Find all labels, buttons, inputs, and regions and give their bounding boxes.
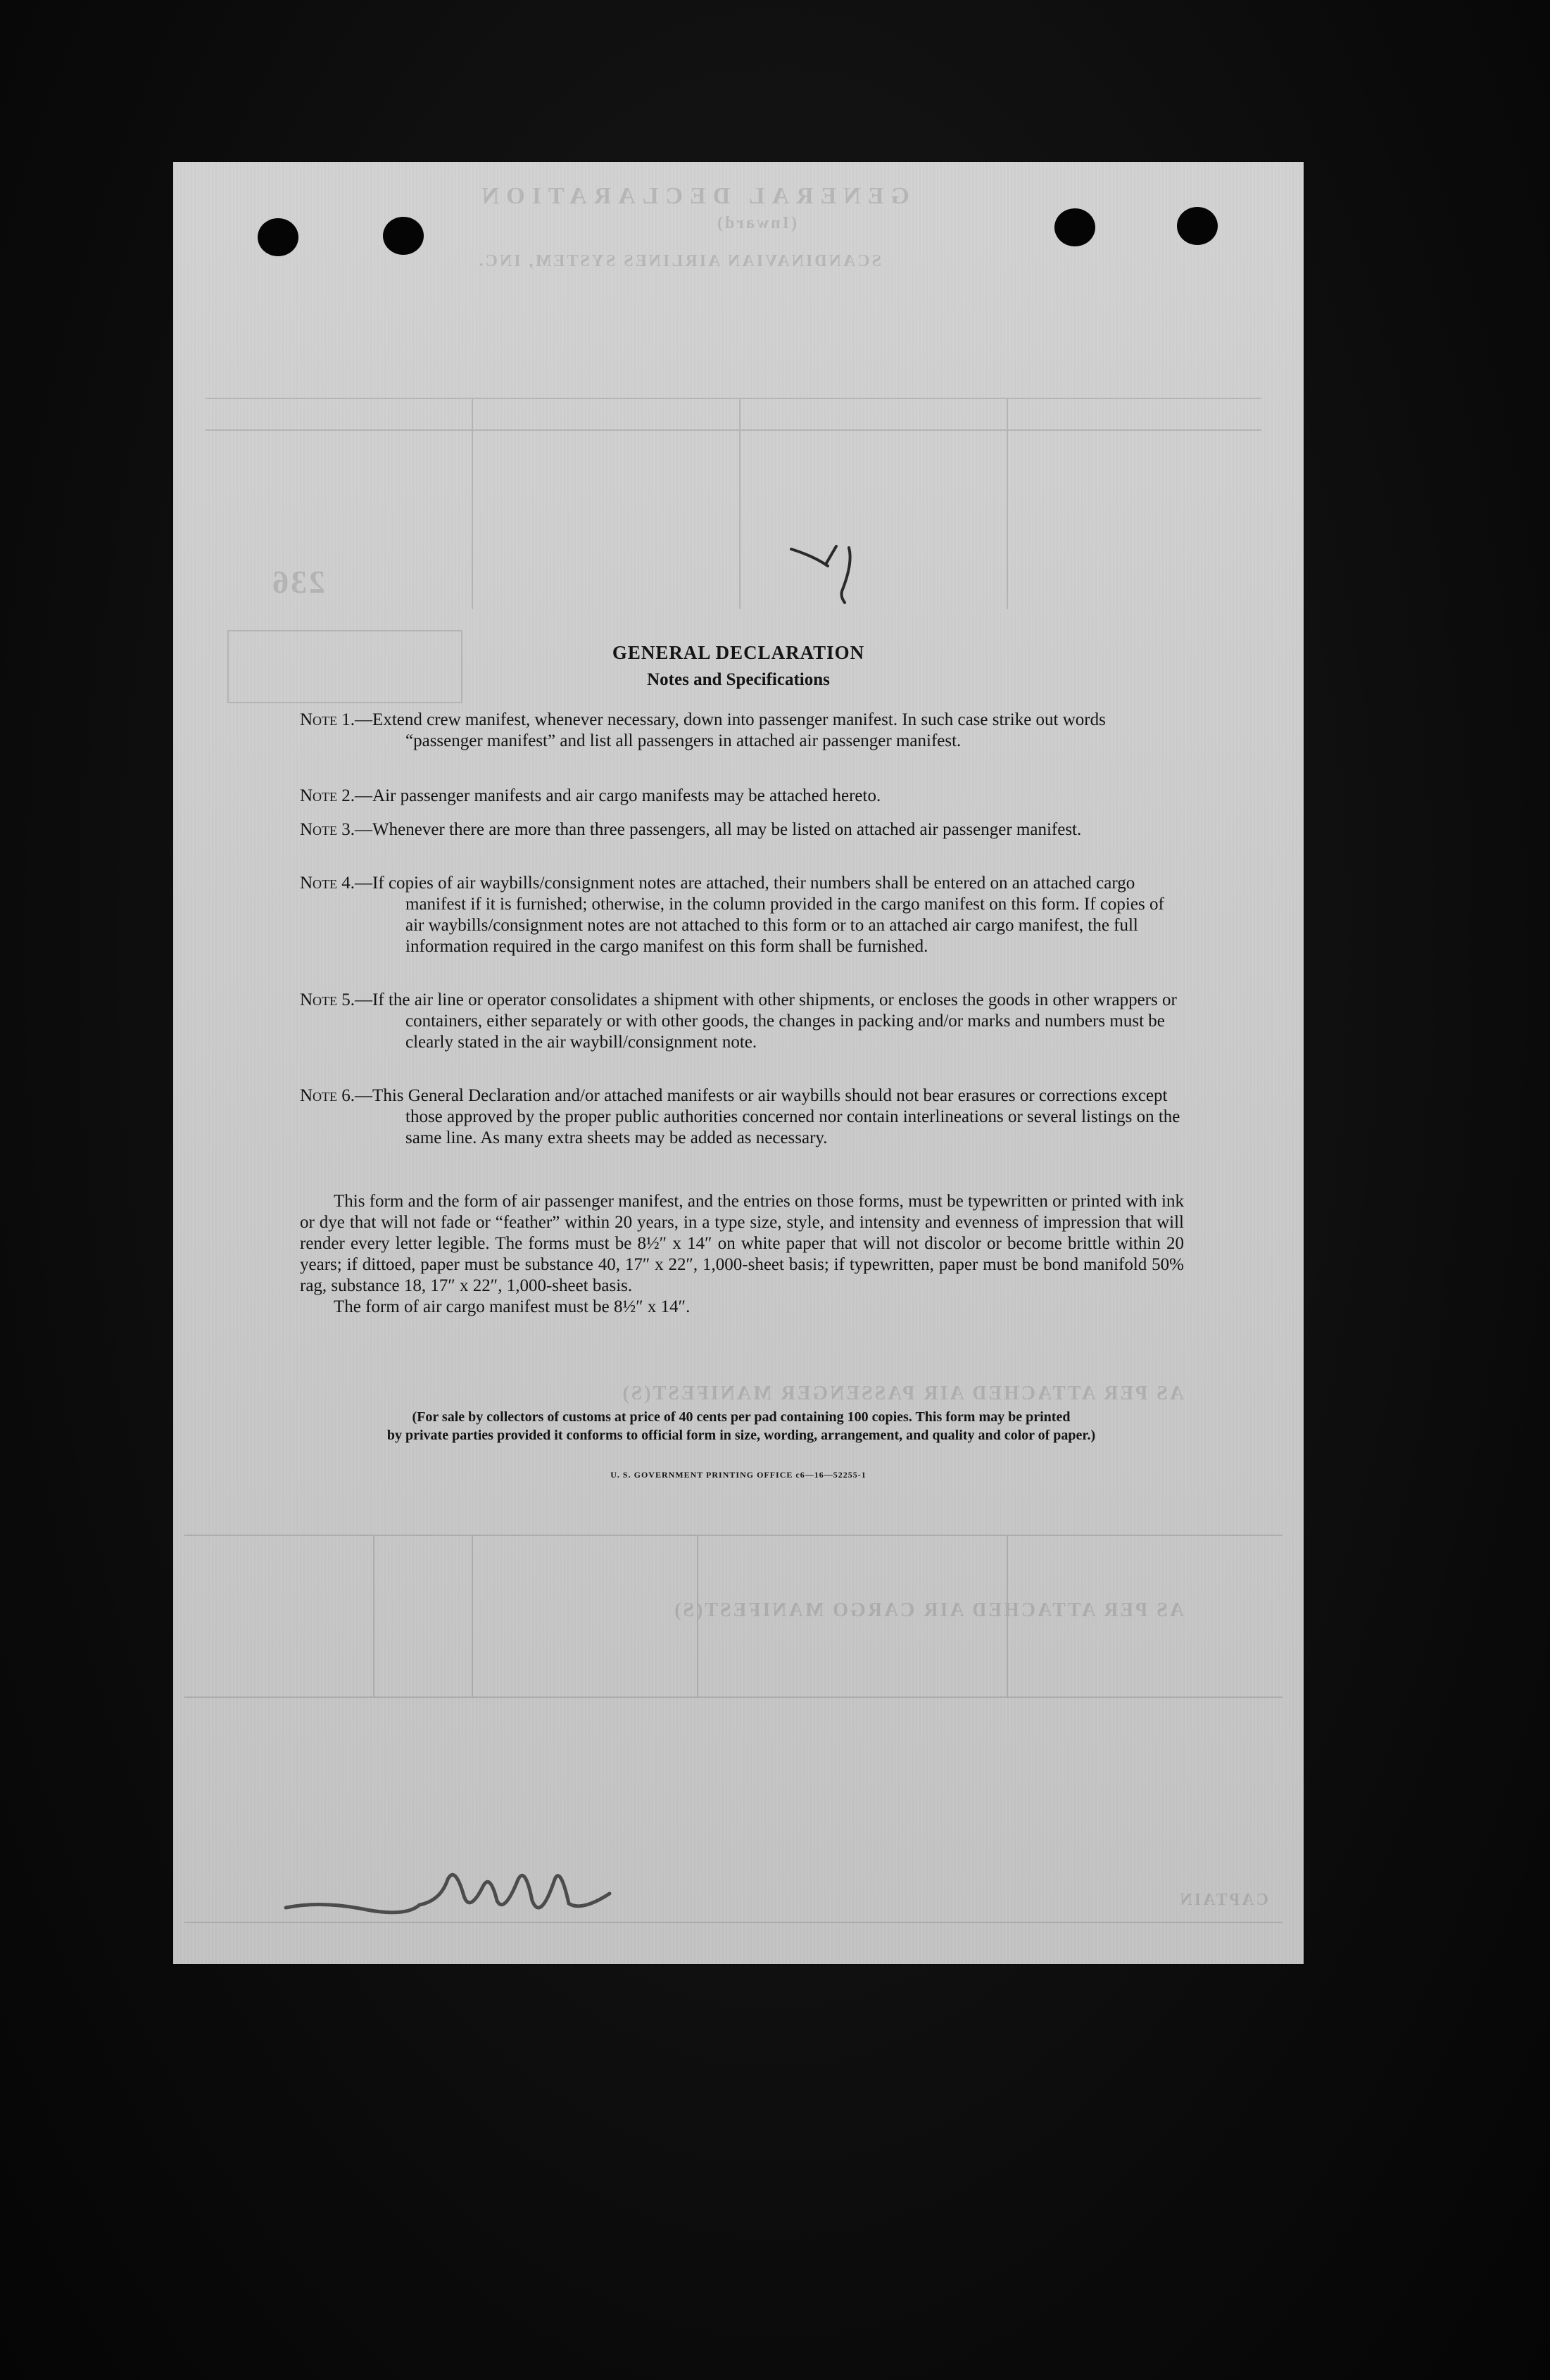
note-label: Note 5.: [300, 990, 355, 1009]
note-text: —If the air line or operator consolidates a shipment with other shipments, or encloses the goods in other wrappers or containers, either separately or with other goods, the changes in packing and/or marks and numbers must be clearly stated in the air waybill/consignment note.: [355, 990, 1177, 1052]
printer-imprint: U. S. GOVERNMENT PRINTING OFFICE c6—16—52255-1: [610, 1470, 867, 1480]
note-text: —Air passenger manifests and air cargo manifests may be attached hereto.: [355, 786, 881, 805]
sale-note: [297, 1408, 1185, 1444]
sale-note-line-2: by private parties provided it conforms to official form in size, wording, arrangement, and quality and color of paper.): [386, 1428, 1096, 1443]
page-subtitle: Notes and Specifications: [647, 670, 830, 689]
sale-note-line-1: (For sale by collectors of customs at price of 40 cents per pad containing 100 copies. This form may be printed: [412, 1409, 1071, 1425]
note-text: —Extend crew manifest, whenever necessary, down into passenger manifest. In such case strike out words “passenger manifest” and list all passengers in attached air passenger manifest.: [355, 710, 1106, 750]
bleed-airline: SCANDINAVIAN AIRLINES SYSTEM, INC.: [477, 252, 881, 270]
note-text: —Whenever there are more than three passengers, all may be listed on attached air passenger manifest.: [355, 820, 1082, 839]
note-2: [300, 786, 1184, 807]
cargo-manifest-size: The form of air cargo manifest must be 8½″ x 14″.: [334, 1297, 691, 1316]
document-page: [173, 162, 1304, 1964]
note-label: Note 1.: [300, 710, 355, 729]
note-5: [300, 990, 1184, 1053]
note-3: [300, 819, 1184, 840]
bleed-header-sub: (Inward): [714, 214, 797, 232]
handwritten-check-mark: [786, 542, 877, 605]
note-label: Note 4.: [300, 874, 355, 893]
note-label: Note 2.: [300, 786, 355, 805]
specification-text: This form and the form of air passenger manifest, and the entries on those forms, must be typewritten or printed with ink or dye that will not fade or “feather” within 20 years, in a type size, style, and intensity and evenness of impression that will render every letter legible. The forms must be 8½″ x 14″ on white paper that will not discolor or become brittle within 20 years; if dittoed, paper must be substance 40, 17″ x 22″, 1,000-sheet basis; if typewritten, paper must be bond manifold 50% rag, substance 18, 17″ x 22″, 1,000-sheet basis.: [300, 1192, 1184, 1295]
note-label: Note 3.: [300, 820, 355, 839]
note-1: [300, 710, 1184, 752]
note-4: [300, 873, 1184, 957]
signature-scribble: [279, 1851, 673, 1936]
note-text: —This General Declaration and/or attached manifests or air waybills should not bear erasures or corrections except those approved by the proper public authorities concerned nor contain interlineations or several listings on the same line. As many extra sheets may be added as necessary.: [355, 1086, 1180, 1147]
bleed-cargo-stamp: AS PER ATTACHED AIR CARGO MANIFEST(S): [672, 1599, 1184, 1621]
notes-content: [173, 162, 1304, 1964]
bleed-passenger-stamp: AS PER ATTACHED AIR PASSENGER MANIFEST(S): [620, 1383, 1184, 1404]
bleed-captain: CAPTAIN: [1178, 1891, 1268, 1909]
specification-paragraph: [300, 1191, 1184, 1318]
note-text: —If copies of air waybills/consignment notes are attached, their numbers shall be entered on an attached cargo manifest if it is furnished; otherwise, in the column provided in the cargo manifest on this form. If copies of air waybills/consignment notes are not attached to this form or to an attached air cargo manifest, the full information required in the cargo manifest on this form shall be furnished.: [355, 874, 1164, 956]
page-title: GENERAL DECLARATION: [612, 642, 865, 663]
bleed-header-title: GENERAL DECLARATION: [474, 183, 909, 209]
note-6: [300, 1085, 1184, 1149]
note-label: Note 6.: [300, 1086, 355, 1105]
bleed-stamp-number: 236: [270, 564, 325, 600]
